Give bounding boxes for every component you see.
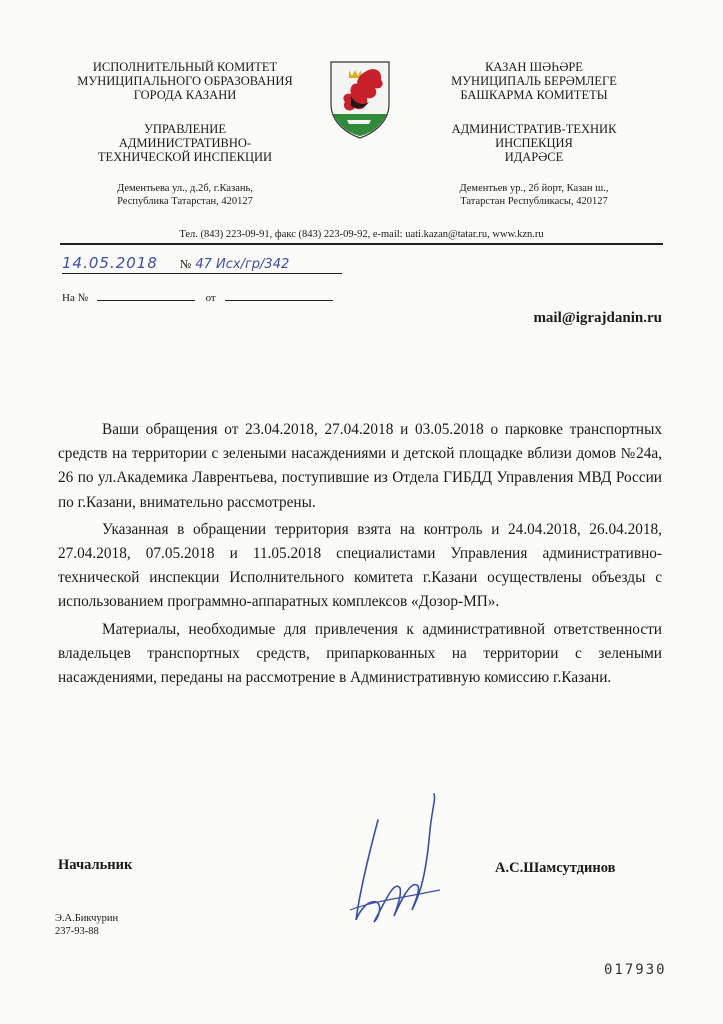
ref-from-label: от	[205, 292, 216, 304]
ref-label: На №	[62, 292, 89, 304]
right-dept-name: АДМИНИСТРАТИВ-ТЕХНИК ИНСПЕКЦИЯ ИДАРӘСЕ	[451, 122, 617, 164]
header-divider	[60, 243, 663, 245]
executor-info	[55, 912, 118, 938]
outgoing-date: 14.05.2018	[62, 254, 158, 272]
executor-name: Э.А.Бикчурин	[55, 913, 119, 924]
body-paragraph-1: Ваши обращения от 23.04.2018, 27.04.2018 и 03.05.2018 о парковке транспортных средств на территории с зелеными насаждениями и детской площадке вблизи домов №24а, 26 по ул.Академика Лаврентьева, поступившие из Отдела ГИБДД Управления МВД России по г.Казани, внимательно рассмотрены.	[58, 421, 662, 511]
letter-body	[58, 418, 662, 693]
body-paragraph-3: Материалы, необходимые для привлечения к административной ответственности владельцев транспортных средств, припаркованных на территории с зелеными насаждениями, переданы на рассмотрение в Административную комиссию г.Казани.	[58, 620, 662, 687]
handwritten-signature	[330, 790, 470, 940]
body-paragraph-2: Указанная в обращении территория взята на контроль и 24.04.2018, 26.04.2018, 27.04.2018, 07.05.2018 и 11.05.2018 специалистами Управления административно-технической инспекции Исполнительного комитета г.Казани осуществлены объезды с использованием программно-аппаратных комплексов «Дозор-МП».	[58, 520, 662, 611]
outgoing-number: 47 Исх/гр/342	[195, 257, 290, 272]
reference-line	[62, 289, 333, 304]
number-prefix: №	[179, 257, 192, 271]
left-address: Дементьева ул., д.2б, г.Казань, Республика Татарстан, 420127	[117, 183, 253, 207]
left-dept-name: УПРАВЛЕНИЕ АДМИНИСТРАТИВНО- ТЕХНИЧЕСКОЙ ИНСПЕКЦИИ	[97, 122, 273, 164]
ref-number-blank	[97, 289, 195, 301]
signer-position: Начальник	[58, 857, 133, 873]
registration-underline	[62, 273, 342, 274]
kazan-emblem	[327, 58, 393, 140]
right-org-name: КАЗАН ШӘҺӘРЕ МУНИЦИПАЛЬ БЕРӘМЛЕГЕ БАШКАРМА КОМИТЕТЫ	[451, 60, 617, 102]
executor-phone: 237-93-88	[55, 926, 99, 937]
recipient-email: mail@igrajdanin.ru	[533, 310, 662, 326]
contacts-line: Тел. (843) 223-09-91, факс (843) 223-09-92, e-mail: uati.kazan@tatar.ru, www.kzn.ru	[179, 229, 544, 240]
signer-name: А.С.Шамсутдинов	[495, 860, 616, 876]
outgoing-registration	[62, 254, 289, 273]
ref-date-blank	[225, 289, 333, 301]
left-org-name: ИСПОЛНИТЕЛЬНЫЙ КОМИТЕТ МУНИЦИПАЛЬНОГО ОБРАЗОВАНИЯ ГОРОДА КАЗАНИ	[77, 60, 293, 102]
form-serial-number: 017930	[604, 962, 667, 978]
right-address: Дементьев ур., 2б йорт, Казан ш., Татарстан Республикасы, 420127	[459, 183, 609, 207]
